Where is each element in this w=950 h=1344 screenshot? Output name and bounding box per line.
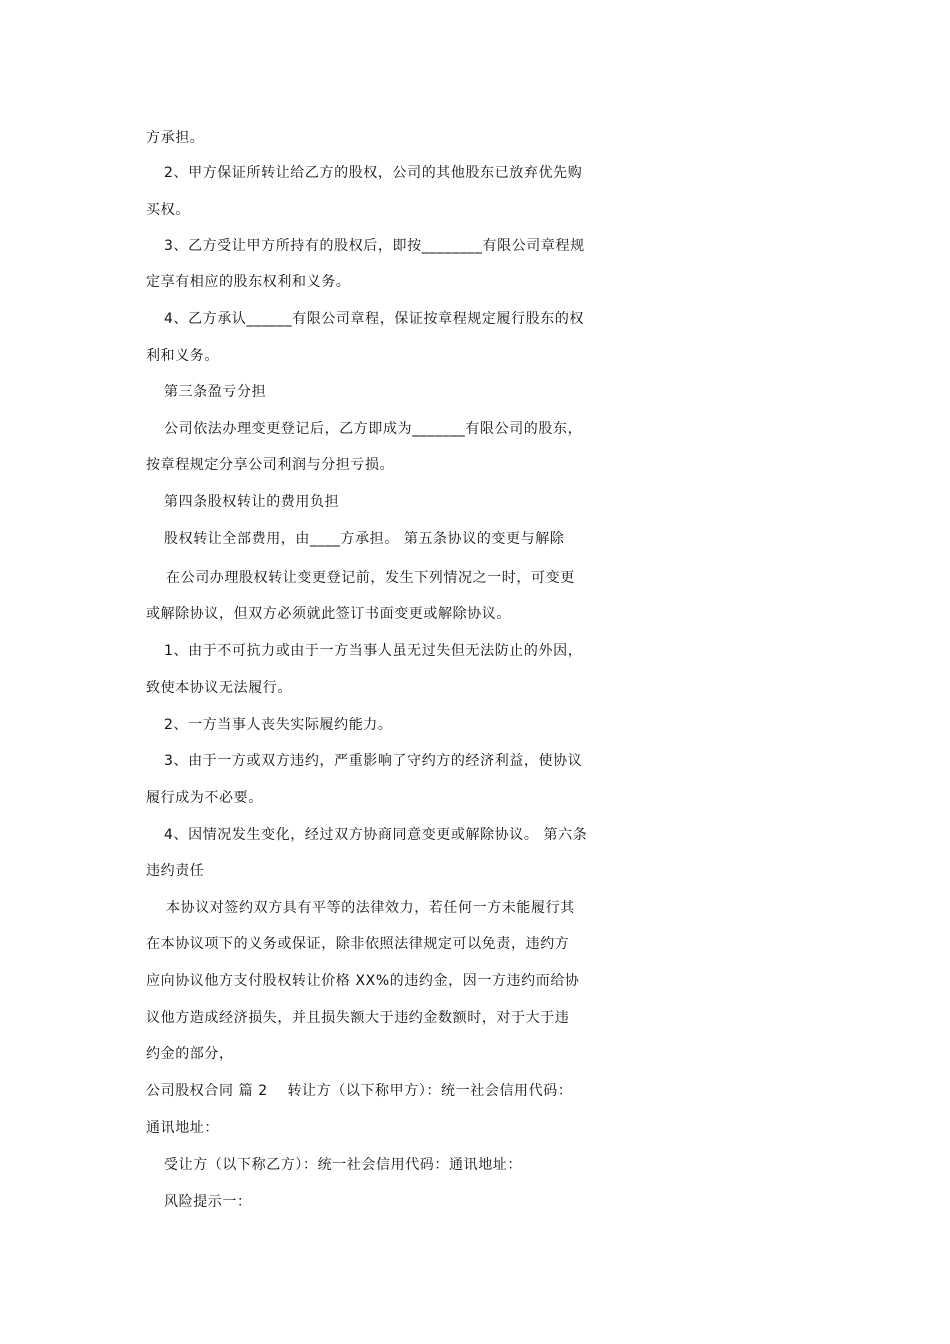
text-line: 2、一方当事人丧失实际履约能力。 (164, 717, 393, 733)
text-line: 3、乙方受让甲方所持有的股权后，即按________有限公司章程规 (164, 238, 585, 254)
text-line: 按章程规定分享公司利润与分担亏损。 (146, 457, 395, 473)
text-line: 议他方造成经济损失，并且损失额大于违约金数额时，对于大于违 (146, 1010, 570, 1026)
text-line: 公司股权合同 篇 2 转让方（以下称甲方）：统一社会信用代码： (146, 1083, 573, 1099)
text-line: 约金的部分， (146, 1046, 234, 1062)
text-line: 受让方（以下称乙方）：统一社会信用代码：通讯地址： (164, 1157, 522, 1173)
text-line: 履行成为不必要。 (146, 790, 263, 806)
text-line: 3、由于一方或双方违约，严重影响了守约方的经济利益，使协议 (164, 753, 583, 769)
text-line: 4、因情况发生变化，经过双方协商同意变更或解除协议。 第六条 (164, 827, 588, 843)
text-line: 股权转让全部费用，由____方承担。 第五条协议的变更与解除 (164, 531, 565, 547)
text-line: 违约责任 (146, 863, 205, 879)
text-line: 应向协议他方支付股权转让价格 XX%的违约金，因一方违约而给协 (146, 973, 580, 989)
text-line: 风险提示一： (164, 1194, 252, 1210)
section-heading: 第四条股权转让的费用负担 (164, 494, 340, 510)
text-line: 致使本协议无法履行。 (146, 680, 292, 696)
text-line: 通讯地址： (146, 1120, 219, 1136)
text-line: 2、甲方保证所转让给乙方的股权，公司的其他股东已放弃优先购 (164, 165, 583, 181)
section-heading: 第三条盈亏分担 (164, 384, 267, 400)
text-line: 4、乙方承认______有限公司章程，保证按章程规定履行股东的权 (164, 311, 585, 327)
text-line: 公司依法办理变更登记后，乙方即成为_______有限公司的股东， (164, 421, 583, 437)
text-line: 或解除协议，但双方必须就此签订书面变更或解除协议。 (146, 606, 511, 622)
text-line: 定享有相应的股东权利和义务。 (146, 274, 351, 290)
text-line: 利和义务。 (146, 348, 219, 364)
text-line: 方承担。 (146, 130, 205, 146)
text-line: 买权。 (146, 202, 190, 218)
text-line: 本协议对签约双方具有平等的法律效力，若任何一方未能履行其 (166, 900, 575, 916)
text-line: 1、由于不可抗力或由于一方当事人虽无过失但无法防止的外因， (164, 643, 583, 659)
text-line: 在公司办理股权转让变更登记前，发生下列情况之一时，可变更 (166, 570, 575, 586)
text-line: 在本协议项下的义务或保证，除非依照法律规定可以免责，违约方 (146, 936, 570, 952)
